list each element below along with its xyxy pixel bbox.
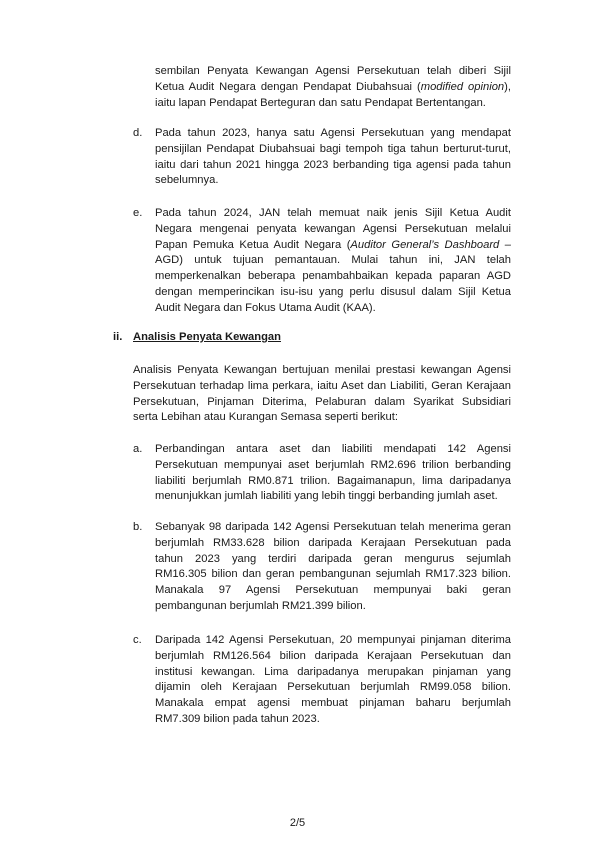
text-line: dijamin oleh Kerajaan Persekutuan berjumlah RM99.058 bilion. bbox=[155, 681, 511, 694]
text-line: Sebanyak 98 daripada 142 Agensi Persekutuan telah menerima geran bbox=[155, 521, 511, 533]
text-line: berjumlah RM33.628 bilion daripada Kerajaan Persekutuan pada bbox=[155, 536, 511, 549]
text-line: memperkenalkan beberapa penambahbaikan kepada paparan AGD bbox=[155, 270, 511, 283]
text-line: RM16.305 bilion dan geran pembangunan sejumlah RM17.323 bilion. bbox=[155, 568, 511, 581]
text-line: Daripada 142 Agensi Persekutuan, 20 mempunyai pinjaman diterima bbox=[155, 634, 511, 646]
text-line: Analisis Penyata Kewangan bertujuan menilai prestasi kewangan Agensi bbox=[133, 364, 511, 376]
text-line: menunjukkan jumlah liabiliti yang lebih tinggi berbanding jumlah aset. bbox=[155, 490, 498, 503]
list-marker: e. bbox=[133, 207, 143, 219]
text-line: Persekutuan terhadap lima perkara, iaitu Aset dan Liabiliti, Geran Kerajaan bbox=[133, 379, 511, 392]
text-line: AGD) untuk tujuan pemantauan. Mulai tahun ini, JAN telah bbox=[155, 254, 511, 267]
text-line: Negara mengenai penyata kewangan Agensi Persekutuan melalui bbox=[155, 222, 511, 235]
text-line: Pada tahun 2024, JAN telah memuat naik jenis Sijil Ketua Audit bbox=[155, 207, 511, 219]
text-line: Persekutuan mempunyai aset berjumlah RM2.696 trilion berbanding bbox=[155, 458, 511, 471]
text-line: Perbandingan antara aset dan liabiliti mendapati 142 Agensi bbox=[155, 443, 511, 455]
continuation-paragraph bbox=[155, 64, 511, 111]
text-line: pensijilan Pendapat Diubahsuai bagi tempoh tiga tahun berturut-turut, bbox=[155, 142, 511, 155]
text-line: Manakala empat agensi membuat pinjaman baharu berjumlah bbox=[155, 697, 511, 710]
text-line: dengan memperincikan isu-isu yang perlu disusul dalam Sijil Ketua bbox=[155, 285, 511, 298]
text-line: Pada tahun 2023, hanya satu Agensi Persekutuan yang mendapat bbox=[155, 127, 511, 139]
italic-term: modified opinion bbox=[420, 80, 505, 93]
text-segment: ), bbox=[504, 80, 511, 93]
section-title: Analisis Penyata Kewangan bbox=[133, 331, 281, 343]
text-line: liabiliti berjumlah RM0.871 trilion. Bagaimanapun, lima daripadanya bbox=[155, 474, 511, 487]
section-number: ii. bbox=[113, 331, 123, 343]
text-line: sebelumnya. bbox=[155, 174, 219, 187]
page-number: 2/5 bbox=[289, 817, 306, 829]
italic-term: Auditor General’s Dashboard – bbox=[350, 238, 511, 251]
text-segment: Ketua Audit Negara dengan Pendapat Diubahsuai ( bbox=[155, 80, 421, 93]
list-item bbox=[155, 520, 511, 615]
text-segment: Papan Pemuka Ketua Audit Negara ( bbox=[155, 238, 351, 251]
intro-paragraph bbox=[133, 363, 511, 426]
text-line: iaitu lapan Pendapat Berteguran dan satu Pendapat Bertentangan. bbox=[155, 96, 486, 109]
list-marker: b. bbox=[133, 521, 143, 533]
text-line: Audit Negara dan Fokus Utama Audit (KAA). bbox=[155, 301, 376, 314]
text-line: pembangunan berjumlah RM21.399 bilion. bbox=[155, 599, 366, 612]
text-line: serta Lebihan atau Kurangan Semasa seperti berikut: bbox=[133, 411, 398, 424]
text-line: iaitu dari tahun 2021 hingga 2023 berbanding tiga agensi pada tahun bbox=[155, 158, 511, 171]
text-line: berjumlah RM126.564 bilion daripada Kerajaan Persekutuan dan bbox=[155, 649, 511, 662]
list-item bbox=[155, 206, 511, 317]
list-item bbox=[155, 442, 511, 505]
text-line: tahun 2023 yang terdiri daripada geran mengurus sejumlah bbox=[155, 552, 511, 565]
text-line: sembilan Penyata Kewangan Agensi Persekutuan telah diberi Sijil bbox=[155, 65, 511, 77]
list-item bbox=[155, 633, 511, 728]
text-line bbox=[155, 80, 511, 96]
text-line: Manakala 97 Agensi Persekutuan mempunyai baki geran bbox=[155, 584, 511, 597]
text-line: institusi kewangan. Lima daripadanya merupakan pinjaman yang bbox=[155, 665, 511, 678]
text-line: RM7.309 bilion pada tahun 2023. bbox=[155, 712, 320, 725]
list-marker: a. bbox=[133, 443, 143, 455]
list-marker: c. bbox=[133, 634, 142, 646]
list-item bbox=[155, 126, 511, 189]
text-line: Persekutuan, Pinjaman Diterima, Pelaburan dalam Syarikat Subsidiari bbox=[133, 395, 511, 408]
list-marker: d. bbox=[133, 127, 143, 139]
text-line bbox=[155, 238, 511, 254]
